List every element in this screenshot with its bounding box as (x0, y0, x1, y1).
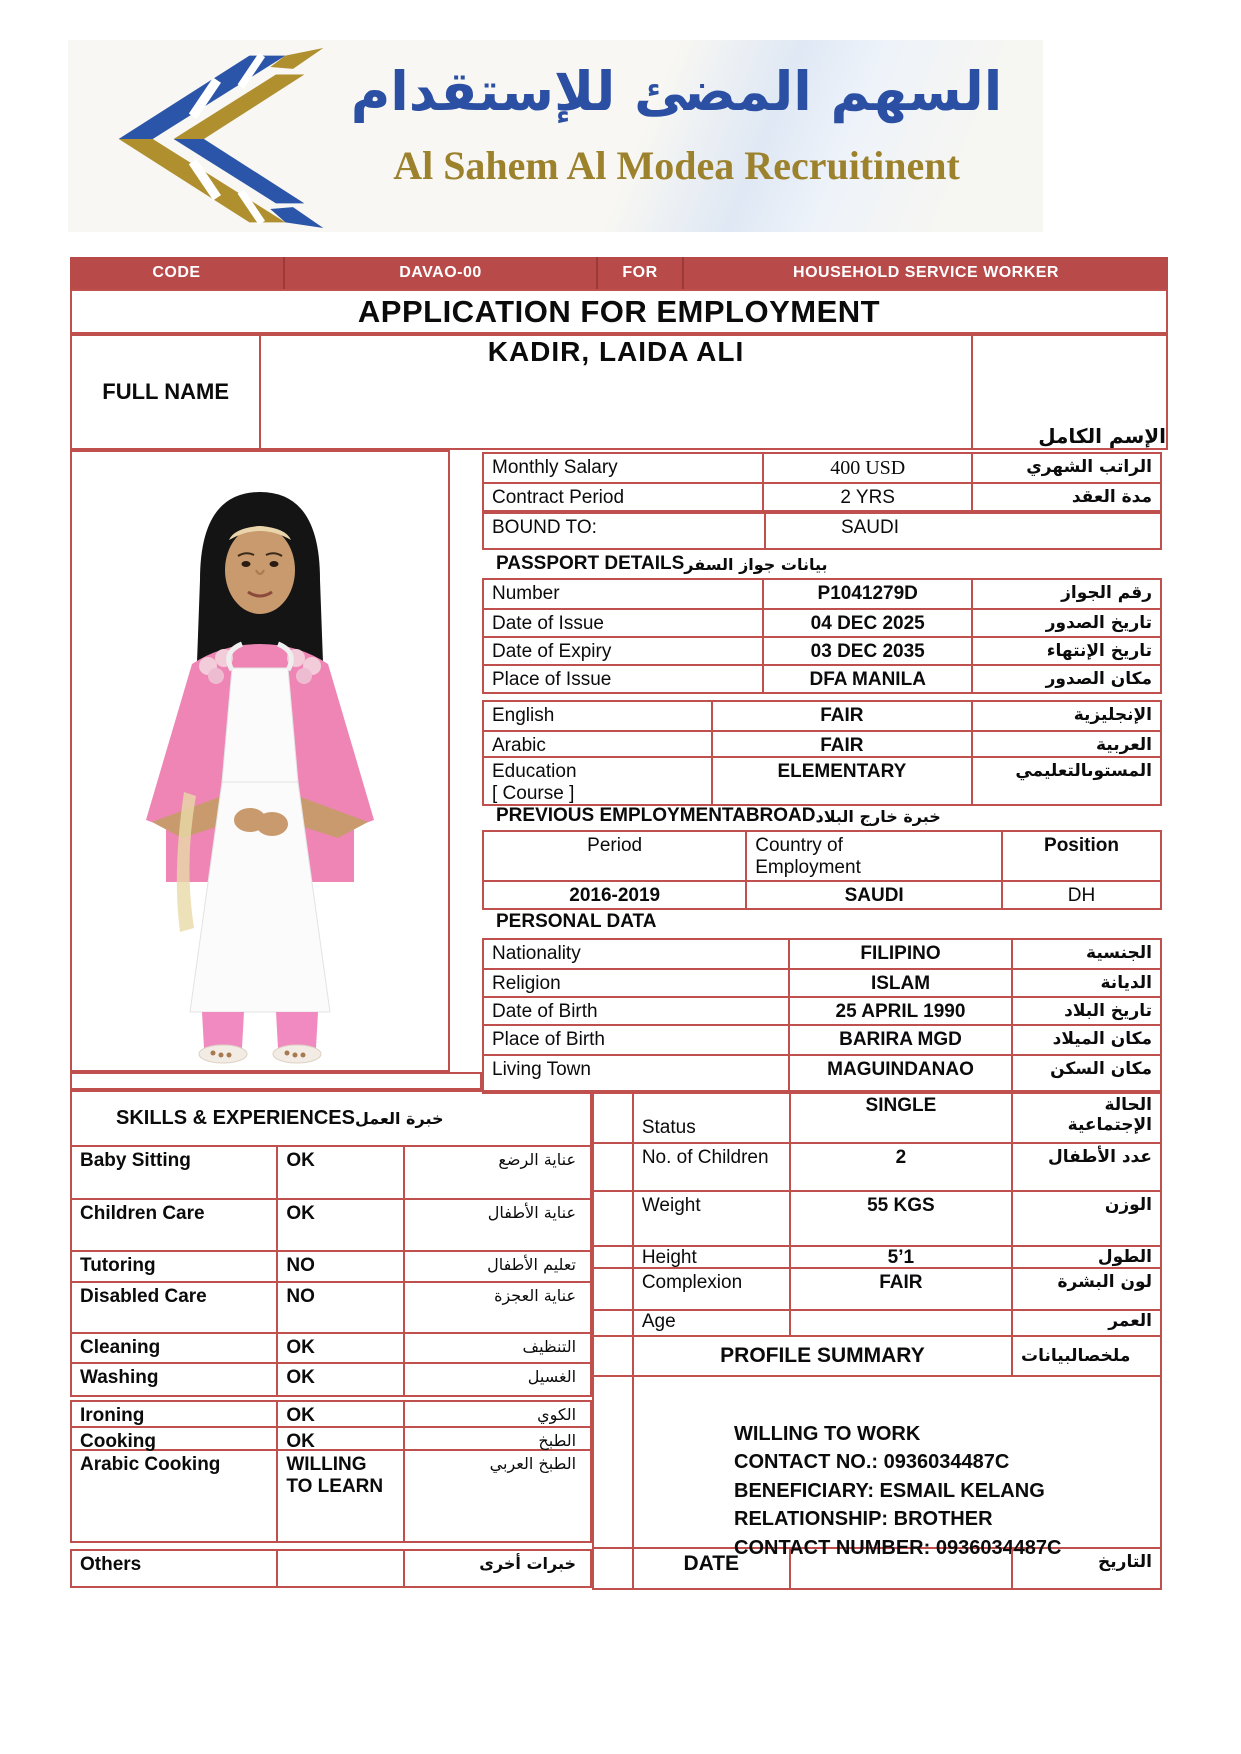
bound-to-row (482, 512, 1162, 550)
english-value: FAIR (711, 702, 971, 730)
table-row (72, 1250, 590, 1281)
children-care-label: Children Care (80, 1203, 205, 1224)
table-row (484, 756, 1160, 804)
table-row (484, 880, 1160, 908)
employment-country-value: SAUDI (745, 882, 1000, 908)
table-row (594, 1190, 1160, 1245)
cleaning-value: OK (276, 1334, 403, 1362)
place-of-issue-value: DFA MANILA (762, 666, 971, 692)
table-row (484, 454, 1160, 482)
bound-to-value: SAUDI (764, 514, 974, 548)
table-row (484, 940, 1160, 968)
applicant-photo (70, 450, 450, 1072)
living-town-value: MAGUINDANAO (788, 1056, 1011, 1092)
others-value (276, 1551, 403, 1586)
age-label: Age (632, 1311, 789, 1335)
complexion-label: Complexion (632, 1269, 789, 1309)
place-of-birth-value: BARIRA MGD (788, 1026, 1011, 1054)
living-town-label-arabic: مكان السكن (1011, 1056, 1160, 1092)
skills-title-arabic: خبرة العمل (354, 1109, 444, 1128)
complexion-label-arabic: لون البشرة (1011, 1269, 1160, 1309)
religion-label: Religion (492, 973, 561, 994)
profile-summary-title: PROFILE SUMMARY (632, 1337, 1011, 1375)
disabled-care-label: Disabled Care (80, 1286, 207, 1307)
monthly-salary-value: 400 USD (762, 454, 971, 482)
summary-line: BENEFICIARY: ESMAIL KELANG (734, 1479, 1045, 1502)
table-row (484, 730, 1160, 756)
summary-line: WILLING TO WORK (734, 1423, 921, 1445)
education-value: ELEMENTARY (711, 758, 971, 804)
previous-employment-title-arabic: خبرة خارج البلاد (815, 806, 941, 826)
table-row (594, 1142, 1160, 1190)
table-row (72, 1426, 590, 1452)
weight-value: 55 KGS (789, 1192, 1011, 1245)
skills-header-row (72, 1092, 590, 1145)
table-row (72, 1551, 590, 1586)
living-town-label: Living Town (492, 1059, 591, 1080)
agency-name-arabic: السهم المضئ للإستقدام (350, 60, 1003, 123)
religion-label-arabic: الديانة (1011, 970, 1160, 996)
date-of-issue-label: Date of Issue (492, 613, 604, 634)
date-of-issue-label-arabic: تاريخ الصدور (971, 610, 1160, 636)
passport-number-label: Number (492, 583, 560, 604)
spacer-cell (594, 1549, 632, 1588)
agency-logo-header (68, 40, 1043, 232)
form-title: APPLICATION FOR EMPLOYMENT (70, 289, 1168, 334)
skills-table (70, 1090, 592, 1397)
education-label-arabic: المستوىالتعليمي (971, 758, 1160, 804)
table-row (484, 580, 1160, 608)
table-row (72, 1145, 590, 1198)
spacer-cell (594, 1269, 632, 1309)
table-row (72, 1402, 590, 1426)
table-row (72, 1449, 590, 1541)
personal-data-header (482, 906, 1162, 938)
children-count-label: No. of Children (632, 1144, 789, 1190)
weight-label: Weight (632, 1192, 789, 1245)
code-bar (70, 257, 1168, 289)
english-label-arabic: الإنجليزية (971, 702, 1160, 730)
washing-label: Washing (80, 1367, 159, 1388)
position-title: HOUSEHOLD SERVICE WORKER (682, 257, 1168, 289)
place-of-issue-label-arabic: مكان الصدور (971, 666, 1160, 692)
nationality-label-arabic: الجنسية (1011, 940, 1160, 968)
nationality-value: FILIPINO (788, 940, 1011, 968)
summary-line: RELATIONSHIP: BROTHER (734, 1508, 993, 1531)
previous-employment-header (482, 802, 1162, 830)
date-of-issue-value: 04 DEC 2025 (762, 610, 971, 636)
monthly-salary-label: Monthly Salary (492, 457, 618, 478)
arabic-cooking-value: WILLING TO LEARN (276, 1451, 403, 1541)
profile-summary-title-arabic: ملخصالبيانات (1011, 1337, 1160, 1375)
skills-table-continued (70, 1400, 592, 1543)
date-value (789, 1549, 1011, 1588)
spacer-cell (594, 1092, 632, 1142)
employment-period-value: 2016-2019 (569, 885, 661, 906)
cooking-label: Cooking (80, 1431, 156, 1452)
table-row (484, 482, 1160, 510)
full-name-label: FULL NAME (102, 379, 229, 404)
disabled-care-label-arabic: عناية العجزة (403, 1283, 590, 1332)
skills-title: SKILLS & EXPERIENCESخبرة العمل (116, 1107, 444, 1129)
arabic-value: FAIR (711, 732, 971, 756)
monthly-salary-label-arabic: الراتب الشهري (971, 454, 1160, 482)
date-row (594, 1547, 1160, 1588)
table-row (484, 664, 1160, 692)
profile-summary-text (632, 1377, 1160, 1559)
table-row (72, 1198, 590, 1250)
arabic-label: Arabic (492, 735, 546, 756)
bound-to-label: BOUND TO: (492, 517, 597, 538)
nationality-label: Nationality (492, 943, 581, 964)
table-row (594, 1309, 1160, 1335)
table-row (484, 608, 1160, 636)
ironing-label-arabic: الكوي (403, 1402, 590, 1426)
religion-value: ISLAM (788, 970, 1011, 996)
spacer-cell (594, 1144, 632, 1190)
bound-to-empty-cell (974, 514, 1160, 548)
date-of-birth-label: Date of Birth (492, 1001, 598, 1022)
others-label: Others (80, 1554, 142, 1575)
table-row (484, 636, 1160, 664)
height-label: Height (632, 1247, 789, 1267)
contract-terms-table (482, 452, 1162, 512)
tutoring-label: Tutoring (80, 1255, 156, 1276)
full-name-label-arabic: الإسم الكامل (971, 336, 1166, 448)
applicant-photo-illustration (72, 452, 448, 1070)
weight-label-arabic: الوزن (1011, 1192, 1160, 1245)
status-value: SINGLE (789, 1092, 1011, 1142)
spacer-cell (594, 1377, 632, 1547)
cooking-label-arabic: الطبخ (403, 1428, 590, 1449)
summary-line: CONTACT NO.: 0936034487C (734, 1451, 1010, 1474)
passport-details-table (482, 578, 1162, 694)
for-label: FOR (596, 257, 682, 289)
period-column-header: Period (587, 835, 643, 856)
passport-details-title-arabic: بيانات جواز السفر (684, 554, 828, 574)
languages-table (482, 700, 1162, 806)
personal-data-title: PERSONAL DATA (496, 911, 657, 932)
passport-number-label-arabic: رقم الجواز (971, 580, 1160, 608)
cleaning-label-arabic: التنظيف (403, 1334, 590, 1362)
arabic-cooking-label-arabic: الطبخ العربي (403, 1451, 590, 1541)
summary-line: CONTACT NUMBER: 0936034487C (734, 1536, 1062, 1559)
table-row (484, 996, 1160, 1024)
previous-employment-title: PREVIOUS EMPLOYMENTABROAD (496, 805, 816, 826)
washing-label-arabic: الغسيل (403, 1364, 590, 1395)
table-row (594, 1245, 1160, 1267)
place-of-birth-label-arabic: مكان الميلاد (1011, 1026, 1160, 1054)
baby-sitting-value: OK (276, 1147, 403, 1198)
table-header-row (484, 832, 1160, 880)
passport-details-title: PASSPORT DETAILS (496, 553, 685, 574)
code-value: DAVAO-00 (283, 257, 596, 289)
cleaning-label: Cleaning (80, 1337, 161, 1358)
disabled-care-value: NO (276, 1283, 403, 1332)
contract-period-label-arabic: مدة العقد (971, 484, 1160, 510)
children-count-value: 2 (789, 1144, 1011, 1190)
table-row (484, 968, 1160, 996)
age-value (789, 1311, 1011, 1335)
previous-employment-table (482, 830, 1162, 910)
others-label-arabic: خبرات أخرى (403, 1551, 590, 1586)
table-row (72, 1281, 590, 1332)
date-label: DATE (632, 1549, 789, 1588)
status-label: Status (632, 1092, 789, 1142)
date-of-expiry-label-arabic: تاريخ الإنتهاء (971, 638, 1160, 664)
contract-period-label: Contract Period (492, 487, 625, 508)
spacer-cell (594, 1247, 632, 1267)
baby-sitting-label: Baby Sitting (80, 1150, 191, 1171)
height-label-arabic: الطول (1011, 1247, 1160, 1267)
country-column-header: Country of Employment (745, 832, 1001, 880)
others-row (70, 1549, 592, 1588)
spacer-cell (594, 1337, 632, 1375)
english-label: English (492, 705, 555, 726)
employment-position-value: DH (1001, 882, 1160, 908)
arabic-cooking-label: Arabic Cooking (80, 1454, 221, 1475)
arabic-label-arabic: العربية (971, 732, 1160, 756)
date-of-expiry-value: 03 DEC 2035 (762, 638, 971, 664)
contract-period-value: 2 YRS (762, 484, 971, 510)
date-label-arabic: التاريخ (1011, 1549, 1160, 1588)
baby-sitting-label-arabic: عناية الرضع (403, 1147, 590, 1198)
education-label: Education [ Course ] (492, 761, 577, 804)
full-name-row (70, 334, 1168, 450)
place-of-issue-label: Place of Issue (492, 669, 612, 690)
date-of-birth-value: 25 APRIL 1990 (788, 998, 1011, 1024)
tutoring-label-arabic: تعليم الأطفال (403, 1252, 590, 1281)
table-row (594, 1267, 1160, 1309)
spacer-cell (594, 1192, 632, 1245)
washing-value: OK (276, 1364, 403, 1395)
complexion-value: FAIR (789, 1269, 1011, 1309)
table-row (72, 1362, 590, 1395)
table-row (484, 1054, 1160, 1092)
place-of-birth-label: Place of Birth (492, 1029, 605, 1050)
passport-number-value: P1041279D (762, 580, 971, 608)
date-of-expiry-label: Date of Expiry (492, 641, 612, 662)
children-count-label-arabic: عدد الأطفال (1011, 1144, 1160, 1190)
status-label-arabic: الحالة الإجتماعية (1011, 1092, 1160, 1142)
personal-measurements-table (592, 1090, 1162, 1590)
ironing-label: Ironing (80, 1405, 145, 1426)
table-row (594, 1092, 1160, 1142)
table-row (484, 702, 1160, 730)
date-of-birth-label-arabic: تاريخ البلاد (1011, 998, 1160, 1024)
tutoring-value: NO (276, 1252, 403, 1281)
full-name-value: KADIR, LAIDA ALI (259, 336, 970, 448)
age-label-arabic: العمر (1011, 1311, 1160, 1335)
empty-strip (70, 1072, 482, 1090)
table-row (72, 1332, 590, 1362)
agency-name-english: Al Sahem Al Modea Recruitinent (393, 143, 960, 188)
ironing-value: OK (276, 1402, 403, 1426)
spacer-cell (594, 1311, 632, 1335)
passport-details-header (482, 550, 1162, 578)
agency-arrow-logo-icon (106, 48, 336, 228)
position-column-header: Position (1001, 832, 1160, 880)
cooking-value: OK (276, 1428, 403, 1449)
profile-summary-row (594, 1375, 1160, 1559)
personal-data-table (482, 938, 1162, 1094)
table-row (484, 1024, 1160, 1054)
children-care-value: OK (276, 1200, 403, 1250)
code-label: CODE (152, 264, 201, 281)
profile-summary-header-row (594, 1335, 1160, 1375)
height-value: 5’1 (789, 1247, 1011, 1267)
children-care-label-arabic: عناية الأطفال (403, 1200, 590, 1250)
